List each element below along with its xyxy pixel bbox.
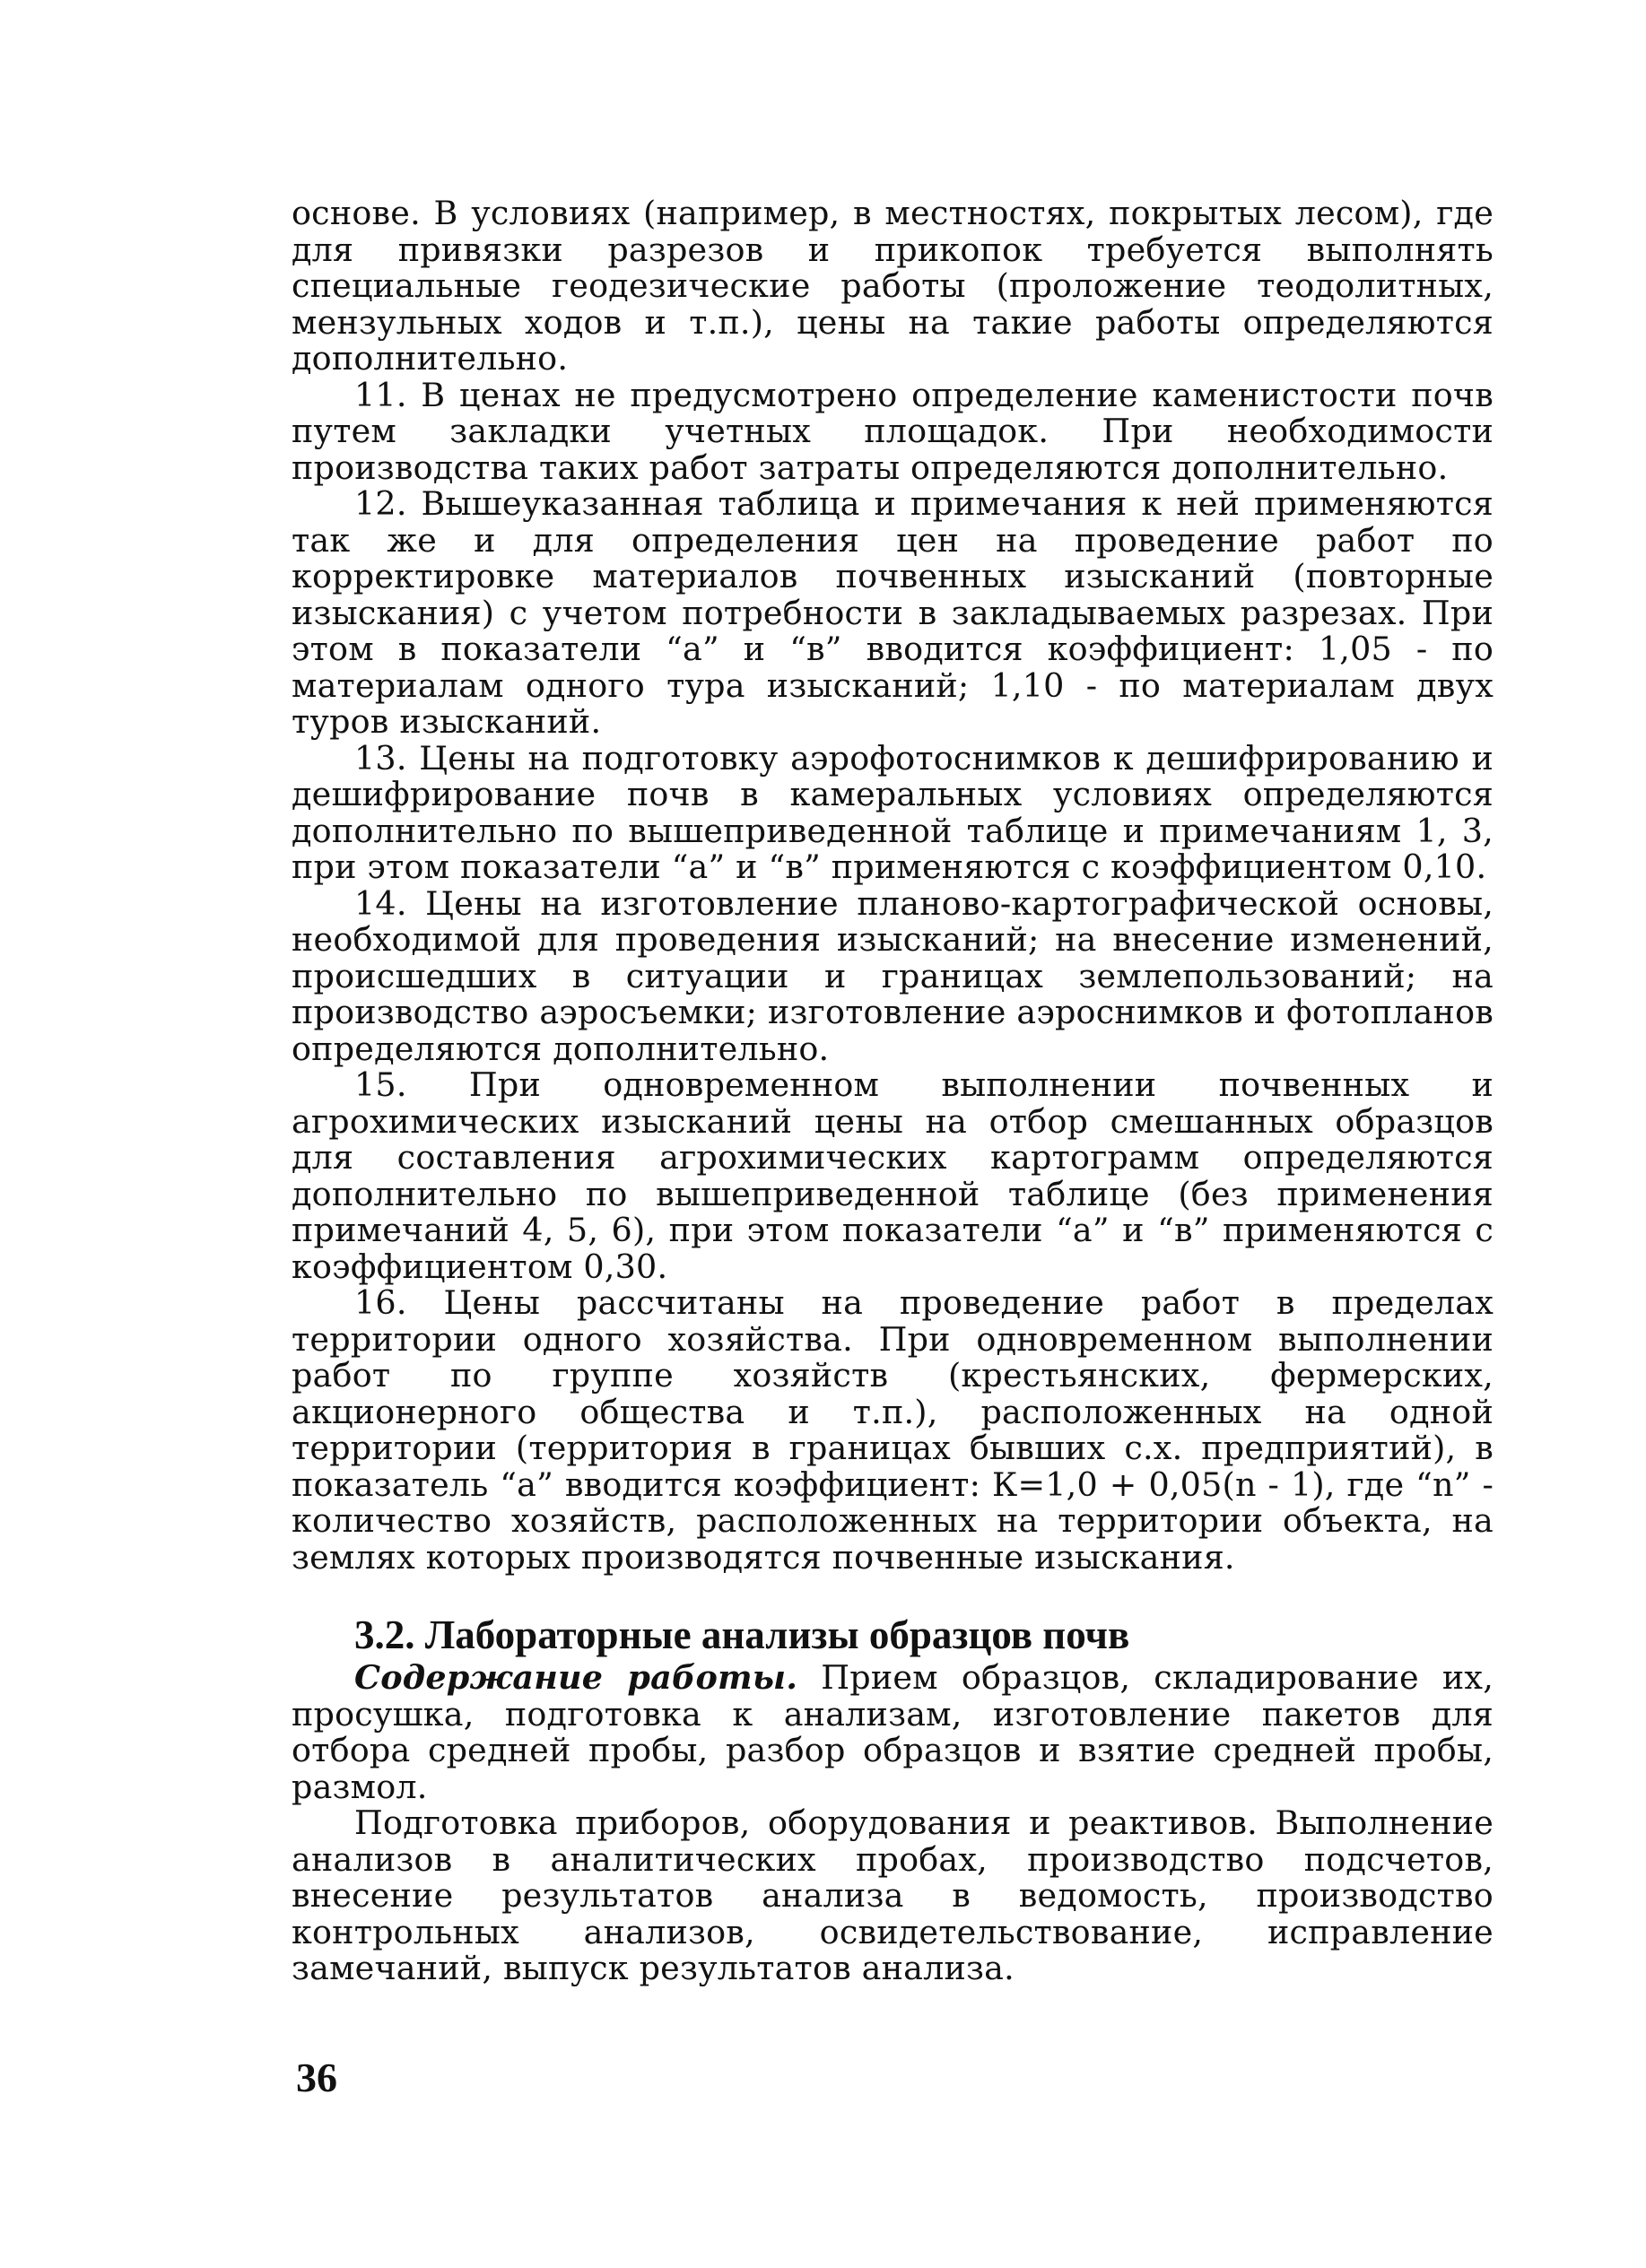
section-content-paragraph xyxy=(292,1660,1494,1805)
paragraph-continuation: основе. В условиях (например, в местностях, покрытых лесом), где для привязки разрезов и прикопок требуется выполнять специальные геодезические работы (проложение теодолитных, мензульных ходов и т.п.), цены на такие работы определяются дополнительно. xyxy=(292,194,1494,378)
paragraph-note-16: 16. Цены рассчитаны на проведение работ в пределах территории одного хозяйства. При одновременном выполнении работ по группе хозяйств (крестьянских, фермерских, акционерного общества и т.п.), расположенных на одной территории (территория в границах бывших с.х. предприятий), в показатель “а” вводится коэффициент: К=1,0 + 0,05(n - 1), где “n” - количество хозяйств, расположенных на территории объекта, на землях которых производятся почвенные изыскания. xyxy=(292,1283,1494,1577)
section-paragraph-2: Подготовка приборов, оборудования и реактивов. Выполнение анализов в аналитических пробах, производство подсчетов, внесение результатов анализа в ведомость, производство контрольных анализов, освидетельствование, исправление замечаний, выпуск результатов анализа. xyxy=(292,1803,1494,1987)
paragraph-note-12: 12. Вышеуказанная таблица и примечания к ней применяются так же и для определения цен на проведение работ по корректировке материалов почвенных изысканий (повторные изыскания) с учетом потребности в закладываемых разрезах. При этом в показатели “а” и “в” вводится коэффициент: 1,05 - по материалам одного тура изысканий; 1,10 - по материалам двух туров изысканий. xyxy=(292,484,1494,741)
document-page xyxy=(292,196,1494,1987)
content-lead: Содержание работы. xyxy=(354,1658,798,1697)
paragraph-note-15: 15. При одновременном выполнении почвенных и агрохимических изысканий цены на отбор смешанных образцов для составления агрохимических картограмм определяются дополнительно по вышеприведенной таблице (без применения примечаний 4, 5, 6), при этом показатели “а” и “в” применяются с коэффициентом 0,30. xyxy=(292,1065,1494,1286)
paragraph-note-11: 11. В ценах не предусмотрено определение каменистости почв путем закладки учетных площадок. При необходимости производства таких работ затраты определяются дополнительно. xyxy=(292,375,1494,487)
page-number: 36 xyxy=(296,2055,337,2100)
paragraph-note-14: 14. Цены на изготовление планово-картографической основы, необходимой для проведения изысканий; на внесение изменений, происшедших в ситуации и границах землепользований; на производство аэросъемки; изготовление аэроснимков и фотопланов определяются дополнительно. xyxy=(292,883,1494,1068)
section-heading: 3.2. Лабораторные анализы образцов почв xyxy=(354,1612,1130,1657)
paragraph-note-13: 13. Цены на подготовку аэрофотоснимков к дешифрированию и дешифрирование почв в камеральных условиях определяются дополнительно по вышеприведенной таблице и примечаниям 1, 3, при этом показатели “а” и “в” применяются с коэффициентом 0,10. xyxy=(292,738,1494,886)
content-text: Прием образцов, складирование их, просушка, подготовка к анализам, изготовление пакетов для отбора средней пробы, разбор образцов и взятие средней пробы, размол. xyxy=(292,1658,1494,1806)
